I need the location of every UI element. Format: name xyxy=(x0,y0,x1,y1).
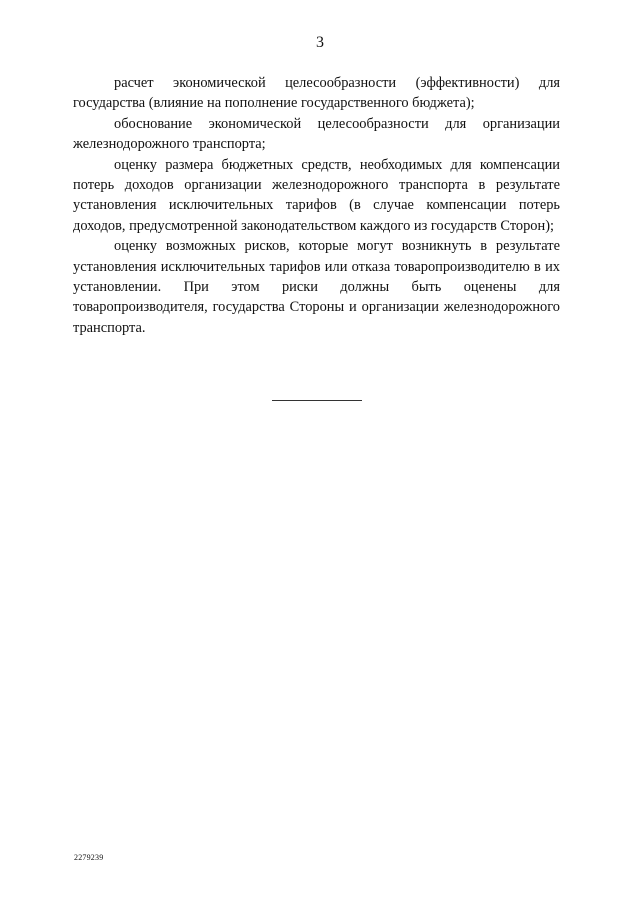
paragraph-budget-compensation: оценку размера бюджетных средств, необходимых для компенсации потерь доходов организации железнодорожного транспорта в результате установления исключительных тарифов (в случае компенсации потерь доходов, предусмотренной законодательством каждого из государств Сторон); xyxy=(73,156,560,234)
document-code: 2279239 xyxy=(74,853,104,862)
paragraph-economic-feasibility-state: расчет экономической целесообразности (эффективности) для государства (влияние на пополнение государственного бюджета); xyxy=(73,75,560,112)
document-body xyxy=(73,73,560,338)
page-number: 3 xyxy=(316,34,324,51)
paragraph-economic-feasibility-railway: обоснование экономической целесообразности для организации железнодорожного транспорта; xyxy=(73,115,560,153)
paragraph-risk-assessment: оценку возможных рисков, которые могут возникнуть в результате установления исключительных тарифов или отказа товаропроизводителю в их установлении. При этом риски должны быть оценены для товаропроизводителя, государства Стороны и организации железнодорожного транспорта. xyxy=(73,238,560,336)
end-separator-line xyxy=(272,400,362,401)
